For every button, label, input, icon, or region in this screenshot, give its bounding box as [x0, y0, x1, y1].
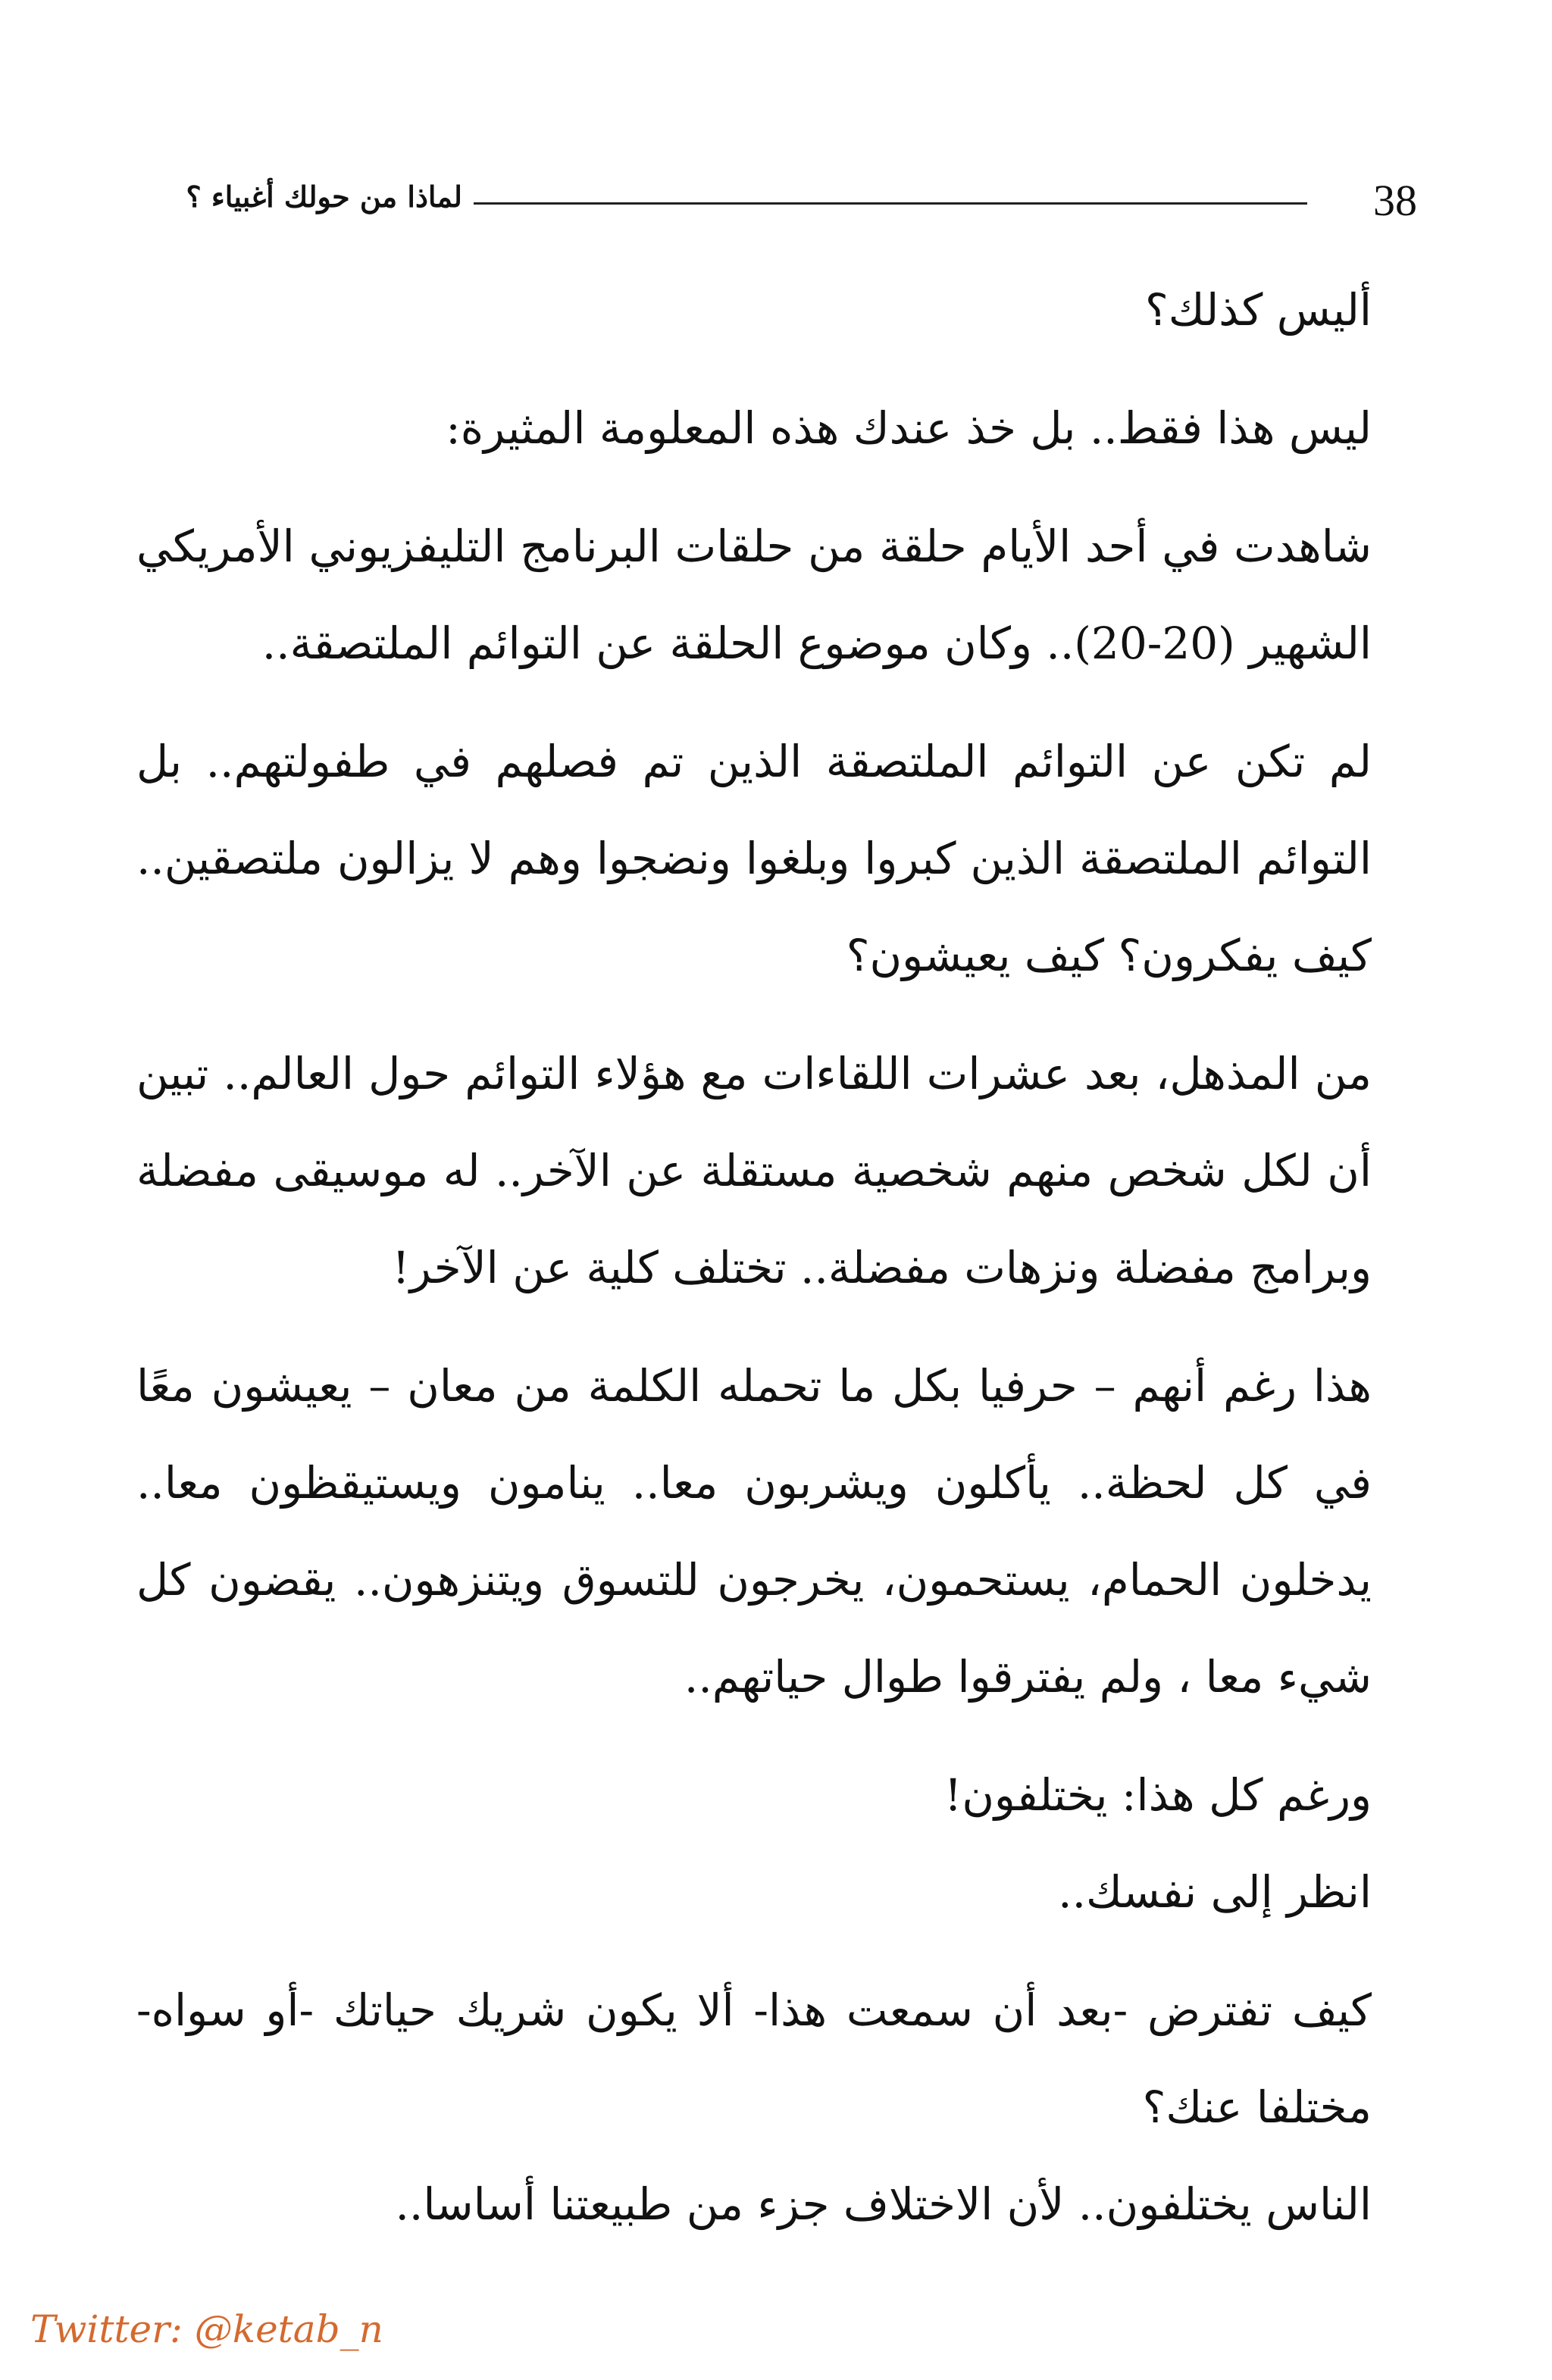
watermark: Twitter: @ketab_n: [30, 2307, 383, 2351]
paragraph: من المذهل، بعد عشرات اللقاءات مع هؤلاء التوائم حول العالم.. تبين أن لكل شخص منهم شخصية مستقلة عن الآخر.. له موسيقى مفضلة وبرامج مفضلة ونزهات مفضلة.. تختلف كلية عن الآخر!: [136, 1048, 1372, 1293]
page-header: [129, 170, 1417, 231]
paragraph: ليس هذا فقط.. بل خذ عندك هذه المعلومة المثيرة:: [446, 402, 1372, 454]
paragraph: لم تكن عن التوائم الملتصقة الذين تم فصلهم في طفولتهم.. بل التوائم الملتصقة الذين كبروا وبلغوا ونضجوا وهم لا يزالون ملتصقين.. كيف يفكرون؟ كيف يعيشون؟: [136, 736, 1372, 981]
paragraph: شاهدت في أحد الأيام حلقة من حلقات البرنامج التليفزيوني الأمريكي الشهير (20-20).. وكان موضوع الحلقة عن التوائم الملتصقة..: [136, 521, 1372, 669]
header-rule: [474, 202, 1307, 205]
paragraph: هذا رغم أنهم – حرفيا بكل ما تحمله الكلمة من معان – يعيشون معًا في كل لحظة.. يأكلون ويشربون معا.. ينامون ويستيقظون معا.. يدخلون الحمام، يستحمون، يخرجون للتسوق ويتنزهون.. يقضون كل شيء معا ، ولم يفترقوا طوال حياتهم..: [136, 1360, 1372, 1703]
running-title: لماذا من حولك أغبياء ؟: [186, 180, 462, 214]
paragraph: الناس يختلفون.. لأن الاختلاف جزء من طبيعتنا أساسا..: [395, 2178, 1372, 2230]
paragraph: أليس كذلك؟: [1144, 284, 1372, 336]
page-number: 38: [1373, 176, 1417, 225]
paragraph: كيف تفترض -بعد أن سمعت هذا- ألا يكون شريك حياتك -أو سواه- مختلفا عنك؟: [136, 1984, 1372, 2133]
paragraph: ورغم كل هذا: يختلفون!: [944, 1769, 1372, 1821]
paragraph: انظر إلى نفسك..: [1058, 1866, 1372, 1918]
page-body: [136, 261, 1410, 2253]
